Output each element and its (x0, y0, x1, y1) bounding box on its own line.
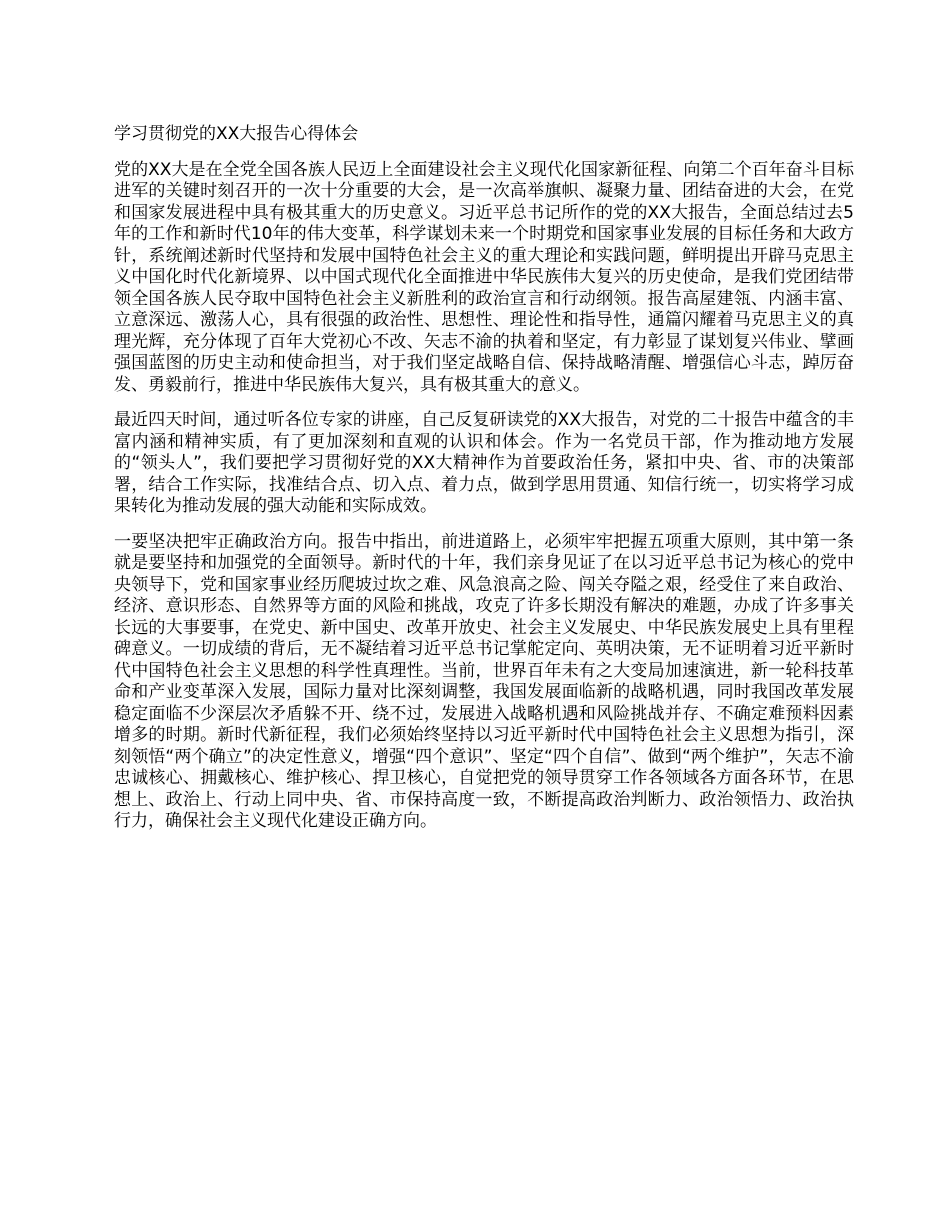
paragraph-political-direction: 一要坚决把牢正确政治方向。报告中指出，前进道路上，必须牢牢把握五项重大原则，其中第一条就是要坚持和加强党的全面领导。新时代的十年，我们亲身见证了在以习近平总书记为核心的党中央领导下，党和国家事业经历爬坡过坎之难、风急浪高之险、闯关夺隘之艰，经受住了来自政治、经济、意识形态、自然界等方面的风险和挑战，攻克了许多长期没有解决的难题，办成了许多事关长远的大事要事，在党史、新中国史、改革开放史、社会主义发展史、中华民族发展史上具有里程碑意义。一切成绩的背后，无不凝结着习近平总书记掌舵定向、英明决策，无不证明着习近平新时代中国特色社会主义思想的科学性真理性。当前，世界百年未有之大变局加速演进，新一轮科技革命和产业变革深入发展，国际力量对比深刻调整，我国发展面临新的战略机遇，同时我国改革发展稳定面临不少深层次矛盾躲不开、绕不过，发展进入战略机遇和风险挑战并存、不确定难预料因素增多的时期。新时代新征程，我们必须始终坚持以习近平新时代中国特色社会主义思想为指引，深刻领悟“两个确立”的决定性意义，增强“四个意识”、坚定“四个自信”、做到“两个维护”，矢志不渝忠诚核心、拥戴核心、维护核心、捍卫核心，自觉把党的领导贯穿工作各领域各方面各环节，在思想上、政治上、行动上同中央、省、市保持高度一致，不断提高政治判断力、政治领悟力、政治执行力，确保社会主义现代化建设正确方向。 (114, 531, 854, 831)
document-title: 学习贯彻党的XX大报告心得体会 (114, 124, 359, 144)
document-body (114, 124, 854, 847)
paragraph-intro: 党的XX大是在全党全国各族人民迈上全面建设社会主义现代化国家新征程、向第二个百年奋斗目标进军的关键时刻召开的一次十分重要的大会，是一次高举旗帜、凝聚力量、团结奋进的大会，在党和国家发展进程中具有极其重大的历史意义。习近平总书记所作的党的XX大报告，全面总结过去5年的工作和新时代10年的伟大变革，科学谋划未来一个时期党和国家事业发展的目标任务和大政方针，系统阐述新时代坚持和发展中国特色社会主义的重大理论和实践问题，鲜明提出开辟马克思主义中国化时代化新境界、以中国式现代化全面推进中华民族伟大复兴的历史使命，是我们党团结带领全国各族人民夺取中国特色社会主义新胜利的政治宣言和行动纲领。报告高屋建瓴、内涵丰富、立意深远、激荡人心，具有很强的政治性、思想性、理论性和指导性，通篇闪耀着马克思主义的真理光辉，充分体现了百年大党初心不改、矢志不渝的执着和坚定，有力彰显了谋划复兴伟业、擘画强国蓝图的历史主动和使命担当，对于我们坚定战略自信、保持战略清醒、增强信心斗志，踔厉奋发、勇毅前行，推进中华民族伟大复兴，具有极其重大的意义。 (114, 159, 854, 395)
paragraph-study: 最近四天时间，通过听各位专家的讲座，自己反复研读党的XX大报告，对党的二十报告中蕴含的丰富内涵和精神实质，有了更加深刻和直观的认识和体会。作为一名党员干部，作为推动地方发展的“领头人”，我们要把学习贯彻好党的XX大精神作为首要政治任务，紧扣中央、省、市的决策部署，结合工作实际，找准结合点、切入点、着力点，做到学思用贯通、知信行统一，切实将学习成果转化为推动发展的强大动能和实际成效。 (114, 410, 854, 516)
